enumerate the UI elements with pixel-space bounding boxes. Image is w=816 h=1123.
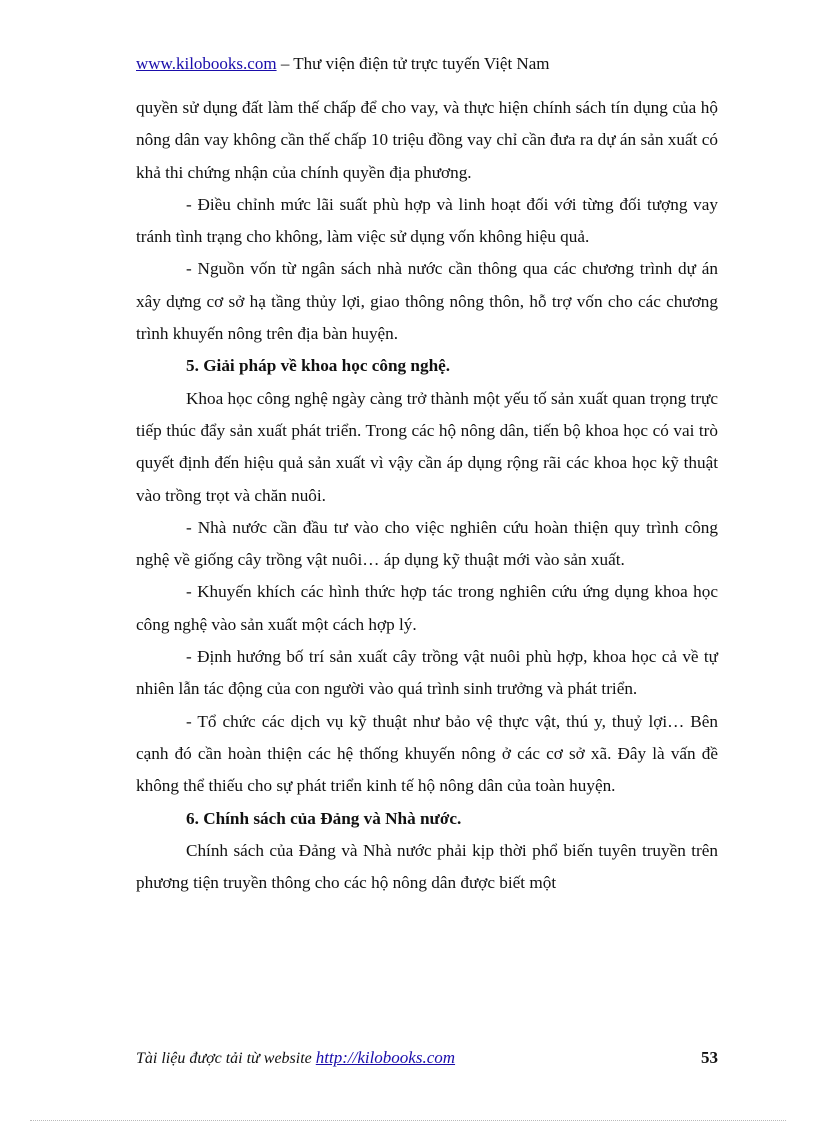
header-title: – Thư viện điện tử trực tuyến Việt Nam [276, 54, 550, 73]
footer-source [136, 1048, 455, 1068]
footer-website-link[interactable]: http://kilobooks.com [315, 1048, 456, 1067]
paragraph: - Khuyến khích các hình thức hợp tác trong nghiên cứu ứng dụng khoa học công nghệ vào sản xuất một cách hợp lý. [136, 582, 718, 634]
section-heading-5: 5. Giải pháp về khoa học công nghệ. [186, 356, 451, 376]
paragraph: - Nhà nước cần đầu tư vào cho việc nghiên cứu hoàn thiện quy trình công nghệ về giống cây trồng vật nuôi… áp dụng kỹ thuật mới vào sản xuất. [136, 517, 718, 570]
page-header [136, 54, 716, 74]
page-number: 53 [701, 1048, 718, 1067]
page-bottom-divider [30, 1120, 786, 1121]
paragraph: - Tổ chức các dịch vụ kỹ thuật như bảo vệ thực vật, thú y, thuỷ lợi… Bên cạnh đó cần hoàn thiện các hệ thống khuyến nông ở các cơ sở xã. Đây là vấn đề không thể thiếu cho sự phát triển kinh tế hộ nông dân của toàn huyện. [136, 711, 718, 796]
section-heading-6: 6. Chính sách của Đảng và Nhà nước. [186, 808, 462, 828]
page-footer [136, 1048, 718, 1072]
footer-text: Tài liệu được tải từ website [136, 1050, 316, 1067]
paragraph: quyền sử dụng đất làm thế chấp để cho vay, và thực hiện chính sách tín dụng của hộ nông dân vay không cần thế chấp 10 triệu đồng vay chỉ cần đưa ra dự án sản xuất có khả thi chứng nhận của chính quyền địa phương. [136, 98, 718, 182]
paragraph: - Định hướng bố trí sản xuất cây trồng vật nuôi phù hợp, khoa học cả về tự nhiên lẫn tác động của con người vào quá trình sinh trưởng và phát triển. [136, 647, 718, 699]
document-body [136, 92, 718, 899]
paragraph: Khoa học công nghệ ngày càng trở thành một yếu tố sản xuất quan trọng trực tiếp thúc đẩy sản xuất phát triển. Trong các hộ nông dân, tiến bộ khoa học có vai trò quyết định đến hiệu quả sản xuất vì vậy cần áp dụng rộng rãi các khoa học kỹ thuật vào trồng trọt và chăn nuôi. [136, 388, 718, 505]
paragraph: - Điều chỉnh mức lãi suất phù hợp và linh hoạt đối với từng đối tượng vay tránh tình trạng cho không, làm việc sử dụng vốn không hiệu quả. [136, 194, 718, 247]
paragraph: - Nguồn vốn từ ngân sách nhà nước cần thông qua các chương trình dự án xây dựng cơ sở hạ tầng thủy lợi, giao thông nông thôn, hỗ trợ vốn cho các chương trình khuyến nông trên địa bàn huyện. [136, 259, 718, 344]
paragraph: Chính sách của Đảng và Nhà nước phải kịp thời phổ biến tuyên truyền trên phương tiện truyền thông cho các hộ nông dân được biết một [136, 840, 718, 893]
header-website-link[interactable]: www.kilobooks.com [136, 54, 277, 73]
